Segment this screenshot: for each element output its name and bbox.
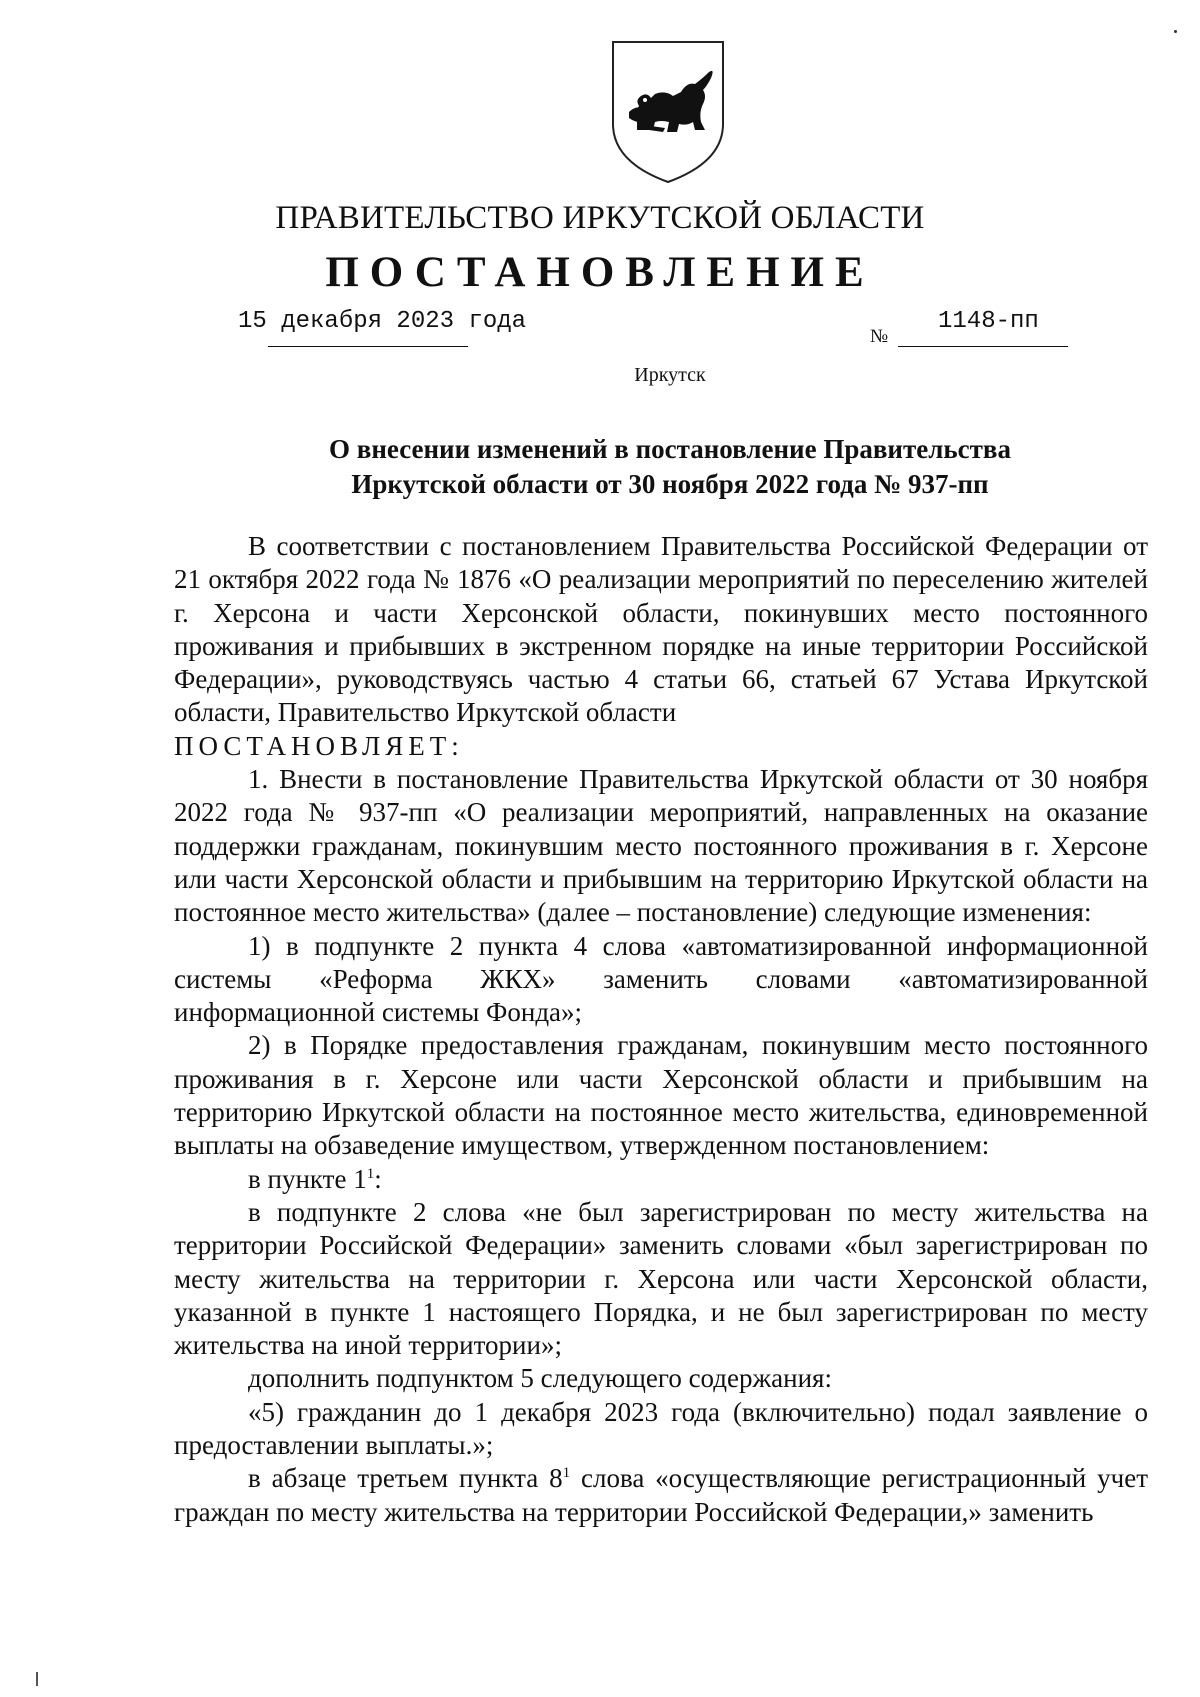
point-8-rest: слова «осуществляющие регистрационный учет граждан по месту жительства на территории Российской Федерации,» заменить xyxy=(174,1463,1148,1527)
document-number: 1148-пп xyxy=(938,308,1039,335)
decree-word: ПОСТАНОВЛЯЕТ: xyxy=(174,730,464,761)
scan-mark xyxy=(36,1672,38,1686)
document-date: 15 декабря 2023 года xyxy=(238,308,527,335)
superscript: 1 xyxy=(366,1165,375,1182)
date-underline xyxy=(268,346,468,347)
number-underline xyxy=(898,346,1068,347)
title-line-2: Иркутской области от 30 ноября 2022 года № 937-пп xyxy=(351,469,989,499)
title-line-1: О внесении изменений в постановление Правительства xyxy=(329,434,1011,464)
subpoint-2-paragraph: в подпункте 2 слова «не был зарегистрирован по месту жительства на территории Российской Федерации» заменить словами «был зарегистрирован по месту жительства на территории г. Херсона или части Херсонской области, указанной в пункте 1 настоящего Порядка, и не был зарегистрирован по месту жительства на иной территории»; xyxy=(174,1196,1148,1361)
organization-heading: ПРАВИТЕЛЬСТВО ИРКУТСКОЙ ОБЛАСТИ xyxy=(275,200,925,236)
subclause-2-paragraph: 2) в Порядке предоставления гражданам, покинувшим место постоянного проживания в г. Херсоне или части Херсонской области и прибывшим на территорию Иркутской области на постоянное место жительства, единовременной выплаты на обзаведение имуществом, утвержденном постановлением: xyxy=(174,1030,1148,1161)
point-colon: : xyxy=(374,1163,382,1194)
document-body xyxy=(174,530,1148,1529)
subclause-1-paragraph: 1) в подпункте 2 пункта 4 слова «автоматизированной информационной системы «Реформа ЖКХ» заменить словами «автоматизированной информационной системы Фонда»; xyxy=(174,930,1148,1028)
scan-speck xyxy=(1174,30,1177,33)
preamble-paragraph: В соответствии с постановлением Правительства Российской Федерации от 21 октября 2022 года № 1876 «О реализации мероприятий по переселению жителей г. Херсона и части Херсонской области, покинувших место постоянного проживания и прибывших в экстренном порядке на иные территории Российской Федерации», руководствуясь частью 4 статьи 66, статьей 67 Устава Иркутской области, Правительство Иркутской области xyxy=(174,531,1148,728)
document-title xyxy=(0,432,1200,502)
superscript: 1 xyxy=(562,1465,571,1482)
document-type-heading: ПОСТАНОВЛЕНИЕ xyxy=(325,249,875,296)
clause-1-paragraph: 1. Внести в постановление Правительства Иркутской области от 30 ноября 2022 года № 937-пп «О реализации мероприятий, направленных на оказание поддержки гражданам, покинувшим место постоянного проживания в г. Херсоне или части Херсонской области и прибывшим на территорию Иркутской области на постоянное место жительства» (далее – постановление) следующие изменения: xyxy=(174,764,1148,928)
coat-of-arms-emblem xyxy=(607,38,729,186)
add-subpoint-paragraph: дополнить подпунктом 5 следующего содержания: xyxy=(248,1363,832,1394)
number-sign: № xyxy=(870,326,889,347)
subpoint-5-paragraph: «5) гражданин до 1 декабря 2023 года (включительно) подал заявление о предоставлении выплаты.»; xyxy=(174,1396,1148,1461)
point-8-1-paragraph xyxy=(174,1462,1148,1529)
point-1-1-paragraph xyxy=(174,1163,1148,1196)
point-8-text: в абзаце третьем пункта 8 xyxy=(248,1463,563,1494)
point-text: в пункте 1 xyxy=(248,1163,367,1194)
city-name: Иркутск xyxy=(634,364,706,386)
